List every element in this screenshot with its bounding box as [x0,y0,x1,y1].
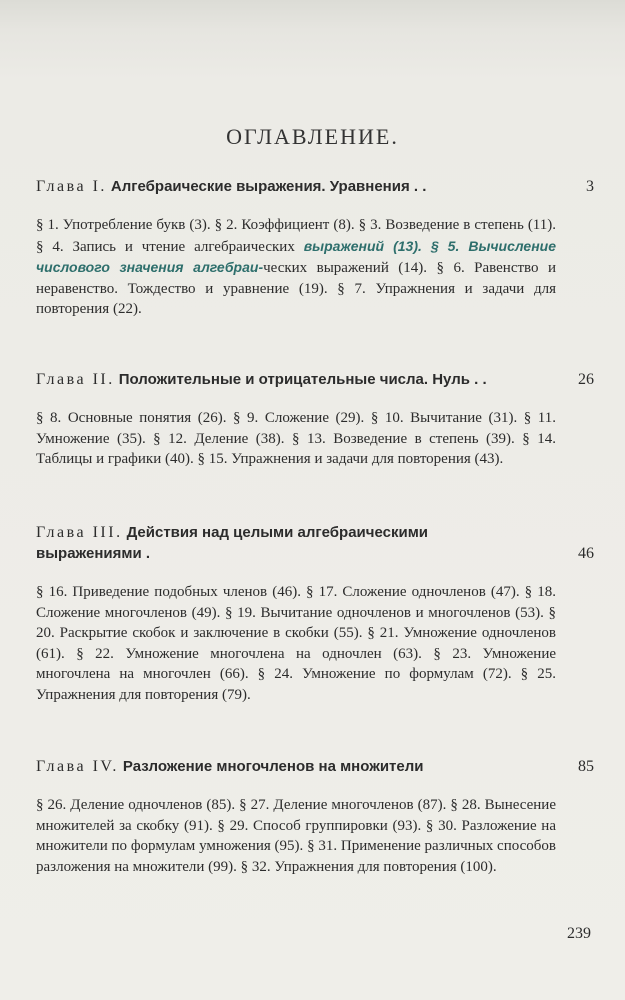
chapter-heading [36,176,594,197]
chapter-sections: § 26. Деление одночленов (85). § 27. Деление многочленов (87). § 28. Вынесение множителей за скобку (91). § 29. Способ группировки (93). § 30. Разложение на множители по формулам умножения (95). § 31. Применение различных способов разложения на множители (99). § 32. Упражнения для повторения (100). [36,797,556,875]
sections-text: § 1. Употребление букв (3). § 2. Коэффициент (8). § 3. Возведение в степень (11). § 4. Запись и чтение алгебраических [36,217,556,255]
chapter-4 [36,756,594,877]
chapter-2 [36,369,594,470]
page-number: 239 [567,925,591,942]
chapter-title: Положительные и отрицательные числа. Нуль . . [118,371,487,388]
chapter-title: Алгебраические выражения. Уравнения . . [110,178,427,195]
chapter-heading [36,756,594,777]
chapter-heading [36,522,594,564]
chapter-lead: Глава I. [36,178,107,195]
page-title: ОГЛАВЛЕНИЕ. [226,124,399,149]
chapter-lead: Глава III. [36,524,123,541]
chapter-lead: Глава II. [36,371,115,388]
chapter-heading [36,369,594,390]
chapter-page-number: 3 [586,178,594,195]
chapter-3 [36,522,594,705]
chapter-page-number: 26 [578,371,594,388]
chapter-page-number: 85 [578,758,594,775]
chapter-title: Разложение многочленов на множители [122,758,424,775]
chapter-1 [36,176,594,320]
chapter-lead: Глава IV. [36,758,119,775]
sections-text-highlighted: выражений (13). § 5. Вычисление числового значения алгебраи- [36,237,557,275]
chapter-sections [36,215,556,320]
chapter-page-number: 46 [578,545,594,562]
sections-text: ческих выражений (14). § 6. Равенство и неравенство. Тождество и уравнение (19). § 7. Упражнения и задачи для повторения (22). [36,260,556,317]
chapter-sections: § 16. Приведение подобных членов (46). § 17. Сложение одночленов (47). § 18. Сложение многочленов (49). § 19. Вычитание одночленов и многочленов (53). § 20. Раскрытие скобок и заключение в скобки (55). § 21. Умножение одночленов (61). § 22. Умножение многочлена на одночлен (63). § 23. Умножение многочлена на многочлен (66). § 24. Умножение по формулам (72). § 25. Упражнения для повторения (79). [36,584,556,703]
chapter-sections: § 8. Основные понятия (26). § 9. Сложение (29). § 10. Вычитание (31). § 11. Умножение (35). § 12. Деление (38). § 13. Возведение в степень (39). § 14. Таблицы и графики (40). § 15. Упражнения и задачи для повторения (43). [36,410,556,467]
chapter-title: Действия над целыми алгебраическими выражениями . [36,524,429,562]
